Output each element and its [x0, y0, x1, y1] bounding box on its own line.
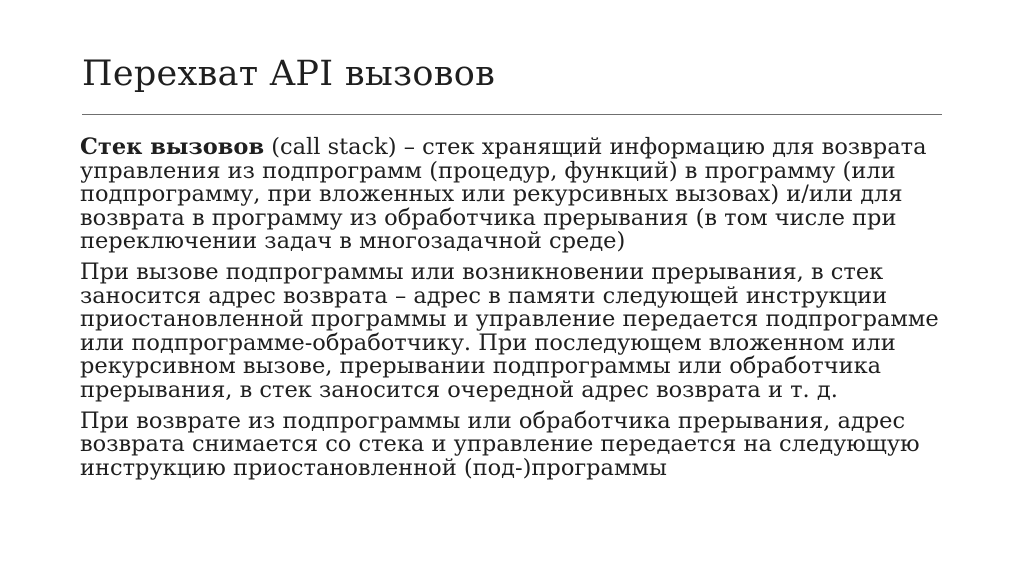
term-call-stack: Стек вызовов	[80, 134, 265, 160]
slide-body	[80, 136, 960, 487]
paragraph-text: (call stack) – стек хранящий информацию для возврата управления из подпрограмм (процедур, функций) в программу (или подпрограмму, при вложенных или рекурсивных вызовах) и/или для возврата в программу из обработчика прерывания (в том числе при переключении задач в многозадачной среде)	[80, 134, 927, 255]
title-divider	[82, 114, 942, 115]
paragraph-text: При вызове подпрограммы или возникновении прерывания, в стек заносится адрес возврата – адрес в памяти следующей инструкции приостановленной программы и управление передается подпрограмме или подпрограмме-обработчику. При последующем вложенном или рекурсивном вызове, прерывании подпрограммы или обработчика прерывания, в стек заносится очередной адрес возврата и т. д.	[80, 258, 939, 403]
paragraph-call-stack	[80, 136, 960, 254]
paragraph-text: При возврате из подпрограммы или обработчика прерывания, адрес возврата снимается со стека и управление передается на следующую инструкцию приостановленной (под-)программы	[80, 407, 920, 481]
paragraph-call-behavior	[80, 258, 960, 403]
slide-title: Перехват API вызовов	[82, 54, 496, 94]
paragraph-return-behavior	[80, 407, 960, 481]
